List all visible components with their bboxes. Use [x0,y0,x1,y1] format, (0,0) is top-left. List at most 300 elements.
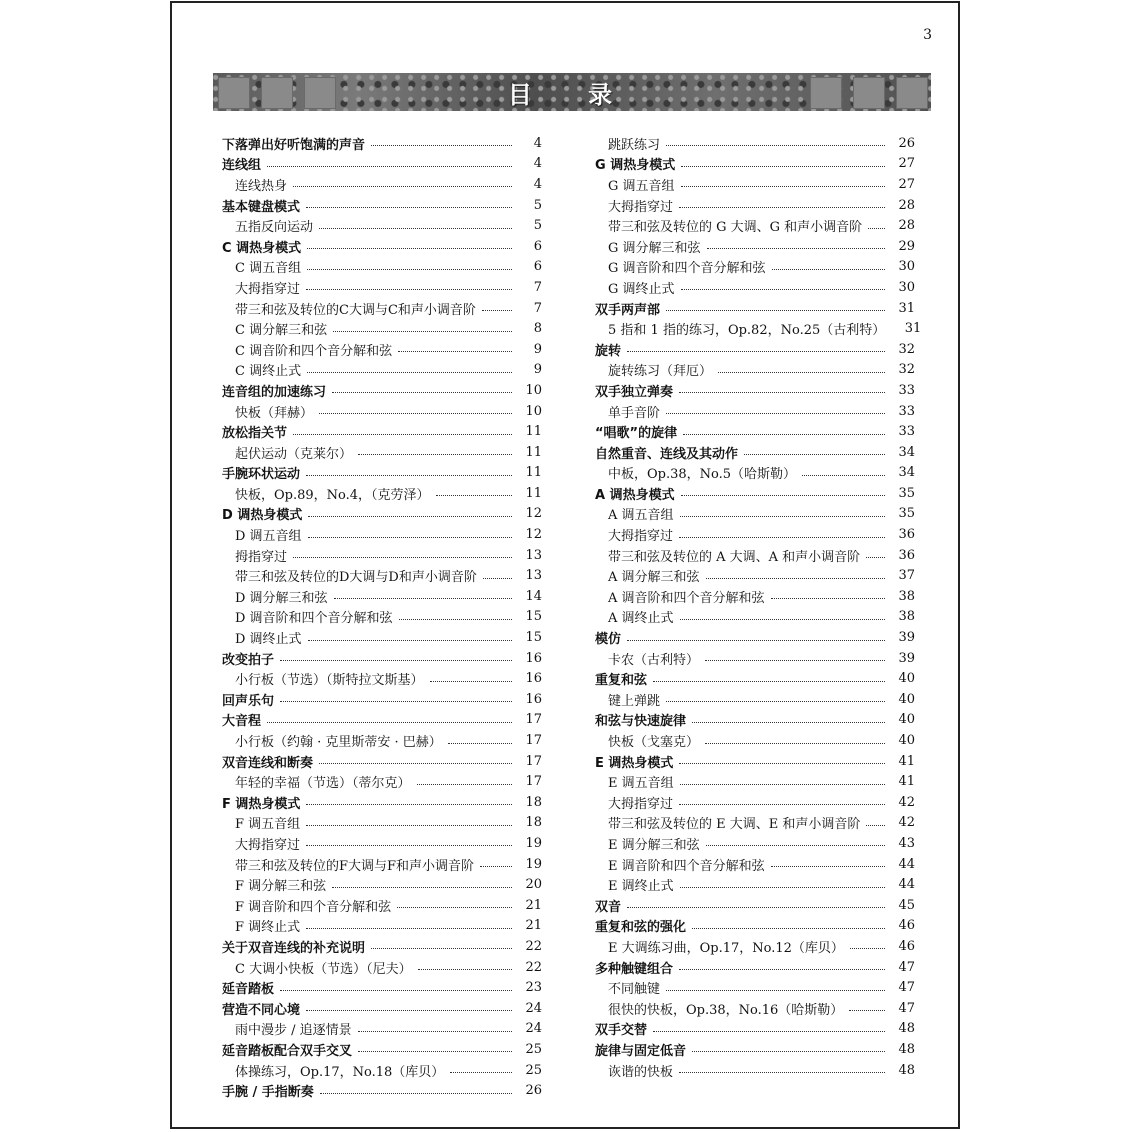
dot-leader [399,618,512,620]
toc-entry-title: G 调热身模式 [595,158,676,174]
toc-entry-page-number: 44 [898,856,915,872]
toc-entry-title: 小行板（约翰 · 克里斯蒂安 · 巴赫） [235,735,442,751]
toc-entry-page-number: 35 [898,506,915,522]
dot-leader [306,803,512,805]
dot-leader [666,309,885,311]
dot-leader [306,288,512,290]
toc-entry-page-number: 5 [533,197,542,213]
toc-subentry [595,689,915,710]
toc-entry-page-number: 9 [533,362,542,378]
toc-entry-page-number: 34 [898,465,915,481]
toc-entry-title: “唱歌”的旋律 [595,426,678,442]
toc-entry-page-number: 42 [898,815,915,831]
dot-leader [306,474,512,476]
toc-entry-title: 延音踏板配合双手交叉 [222,1043,353,1059]
toc-section-heading [595,1039,915,1060]
dot-leader [358,1050,512,1052]
toc-entry-title: 键上弹跳 [608,693,661,709]
toc-entry-page-number: 43 [898,835,915,851]
dot-leader [333,330,512,332]
toc-entry-page-number: 6 [533,238,542,254]
toc-subentry [222,833,542,854]
toc-subentry [222,813,542,834]
toc-subentry [222,957,542,978]
toc-entry-title: 雨中漫步 / 追逐情景 [235,1023,352,1039]
toc-entry-page-number: 26 [898,135,915,151]
toc-entry-title: 大拇指穿过 [235,837,301,853]
toc-entry-title: F 调终止式 [235,920,301,936]
toc-entry-page-number: 33 [898,382,915,398]
dot-leader [866,824,885,826]
dot-leader [681,494,885,496]
toc-section-heading [222,977,542,998]
dot-leader [267,721,512,723]
toc-entry-page-number: 23 [525,980,542,996]
toc-subentry [595,545,915,566]
toc-subentry [222,771,542,792]
toc-subentry [222,627,542,648]
toc-entry-title: 大拇指穿过 [608,796,674,812]
toc-subentry [222,607,542,628]
toc-entry-page-number: 4 [533,156,542,172]
toc-subentry [595,771,915,792]
toc-entry-title: 卡农（古利特） [608,652,700,668]
toc-entry-title: 和弦与快速旋律 [595,714,687,730]
toc-entry-title: 营造不同心境 [222,1002,301,1018]
toc-section-heading [595,751,915,772]
dot-leader [267,165,512,167]
toc-entry-title: D 调热身模式 [222,508,303,524]
dot-leader [358,1030,512,1032]
toc-entry-title: F 调音阶和四个音分解和弦 [235,899,392,915]
toc-entry-title: 重复和弦 [595,673,648,689]
toc-entry-page-number: 10 [525,403,542,419]
dot-leader [371,144,512,146]
toc-entry-title: C 调分解三和弦 [235,323,328,339]
dot-leader [679,762,885,764]
toc-entry-page-number: 17 [525,753,542,769]
toc-entry-title: 模仿 [595,632,622,648]
toc-entry-title: A 调音阶和四个音分解和弦 [608,590,765,606]
dot-leader [307,371,512,373]
toc-entry-title: F 调分解三和弦 [235,879,327,895]
dot-leader [627,906,885,908]
dot-leader [306,927,512,929]
toc-entry-title: C 调五音组 [235,261,302,277]
toc-section-heading [595,483,915,504]
toc-subentry [222,401,542,422]
toc-entry-page-number: 5 [533,218,542,234]
toc-left-column [222,133,542,1101]
toc-entry-page-number: 48 [898,1062,915,1078]
toc-section-heading [222,133,542,154]
toc-section-heading [222,236,542,257]
toc-entry-title: 起伏运动（克莱尔） [235,446,353,462]
toc-subentry [595,730,915,751]
toc-entry-title: 回声乐句 [222,693,275,709]
toc-section-heading [222,710,542,731]
toc-subentry [595,504,915,525]
toc-subentry [595,277,915,298]
dot-leader [679,1071,885,1073]
dot-leader [680,886,885,888]
dot-leader [319,227,512,229]
dot-leader [653,1030,885,1032]
toc-section-heading [595,442,915,463]
toc-subentry [595,257,915,278]
toc-entry-page-number: 47 [898,1000,915,1016]
toc-entry-page-number: 31 [904,321,922,337]
toc-entry-title: 手腕环状运动 [222,467,301,483]
toc-entry-page-number: 18 [525,815,542,831]
dot-leader [319,412,512,414]
toc-entry-title: 旋律与固定低音 [595,1043,687,1059]
toc-subentry [222,895,542,916]
toc-section-heading [222,689,542,710]
toc-section-heading [222,154,542,175]
toc-entry-title: 快板，Op.89，No.4，（克劳泽） [235,487,430,503]
toc-subentry [595,215,915,236]
dot-leader [436,494,512,496]
toc-entry-page-number: 17 [525,774,542,790]
toc-entry-page-number: 48 [898,1021,915,1037]
toc-entry-title: 双音连线和断奏 [222,755,314,771]
dot-leader [681,288,885,290]
toc-entry-page-number: 15 [525,630,542,646]
dot-leader [679,206,885,208]
toc-entry-page-number: 19 [525,856,542,872]
toc-entry-title: 带三和弦及转位的F大调与F和声小调音阶 [235,858,475,874]
toc-section-heading [595,298,915,319]
toc-section-heading [595,627,915,648]
toc-subentry [222,565,542,586]
toc-subentry [222,174,542,195]
toc-entry-title: C 大调小快板（节选）（尼夫） [235,961,412,977]
toc-entry-page-number: 41 [898,753,915,769]
dot-leader [418,968,512,970]
dot-leader [744,453,885,455]
toc-entry-page-number: 4 [533,135,542,151]
toc-entry-page-number: 4 [533,176,542,192]
dot-leader [293,185,512,187]
dot-leader [280,659,512,661]
toc-entry-title: 大拇指穿过 [608,529,674,545]
toc-entry-page-number: 21 [525,897,542,913]
toc-subentry [595,463,915,484]
toc-entry-page-number: 39 [898,630,915,646]
dot-leader [320,1092,512,1094]
dot-leader [332,886,512,888]
toc-entry-title: 改变拍子 [222,652,275,668]
toc-subentry [222,360,542,381]
toc-entry-page-number: 33 [898,403,915,419]
toc-entry-title: 旋转练习（拜厄） [608,364,713,380]
toc-entry-page-number: 40 [898,733,915,749]
toc-entry-title: C 调音阶和四个音分解和弦 [235,343,393,359]
dot-leader [850,947,885,949]
toc-subentry [222,545,542,566]
toc-entry-page-number: 44 [898,877,915,893]
dot-leader [306,1009,512,1011]
dot-leader [680,515,885,517]
toc-entry-page-number: 15 [525,609,542,625]
toc-entry-page-number: 8 [533,321,542,337]
dot-leader [680,618,885,620]
toc-entry-title: D 调五音组 [235,529,302,545]
toc-entry-title: A 调终止式 [608,611,674,627]
toc-entry-title: 带三和弦及转位的C大调与C和声小调音阶 [235,302,476,318]
toc-entry-page-number: 45 [898,897,915,913]
dot-leader [679,803,885,805]
toc-entry-page-number: 14 [525,588,542,604]
dot-leader [293,556,512,558]
toc-entry-title: 下落弹出好听饱满的声音 [222,137,366,153]
toc-subentry [595,524,915,545]
dot-leader [483,577,512,579]
toc-entry-title: 多种触键组合 [595,961,674,977]
toc-subentry [595,792,915,813]
dot-leader [307,268,512,270]
toc-entry-title: 连线热身 [235,178,288,194]
dot-leader [280,700,512,702]
toc-subentry [595,360,915,381]
toc-entry-page-number: 29 [898,238,915,254]
dot-leader [666,989,885,991]
toc-subentry [595,318,922,339]
toc-subentry [595,874,915,895]
toc-entry-title: 跳跃练习 [608,137,661,153]
dot-leader [306,206,512,208]
toc-entry-title: 小行板（节选）（斯特拉文斯基） [235,673,424,689]
toc-entry-title: E 调终止式 [608,879,674,895]
toc-entry-title: 连线组 [222,158,262,174]
toc-entry-title: G 调分解三和弦 [608,240,701,256]
toc-entry-title: 大拇指穿过 [235,281,301,297]
toc-entry-title: 双手交替 [595,1023,648,1039]
toc-entry-title: 延音踏板 [222,982,275,998]
toc-entry-page-number: 7 [533,300,542,316]
toc-entry-page-number: 40 [898,691,915,707]
toc-entry-title: D 调终止式 [235,632,302,648]
toc-entry-title: 单手音阶 [608,405,661,421]
toc-entry-title: F 调五音组 [235,817,301,833]
toc-entry-page-number: 19 [525,835,542,851]
toc-entry-page-number: 22 [525,938,542,954]
toc-section-heading [595,1019,915,1040]
toc-entry-page-number: 34 [898,444,915,460]
toc-entry-page-number: 13 [525,547,542,563]
toc-section-heading [595,154,915,175]
dot-leader [666,144,885,146]
dot-leader [306,844,512,846]
toc-entry-title: 带三和弦及转位的D大调与D和声小调音阶 [235,570,477,586]
toc-section-heading [222,648,542,669]
toc-subentry [222,257,542,278]
toc-entry-page-number: 24 [525,1000,542,1016]
dot-leader [293,433,512,435]
toc-subentry [222,730,542,751]
toc-entry-page-number: 28 [898,218,915,234]
toc-entry-title: F 调热身模式 [222,796,301,812]
dot-leader [666,700,885,702]
dot-leader [308,639,512,641]
dot-leader [679,968,885,970]
dot-leader [849,1009,885,1011]
toc-subentry [222,277,542,298]
toc-entry-page-number: 36 [898,527,915,543]
dot-leader [683,433,885,435]
toc-subentry [595,195,915,216]
toc-section-heading [222,1080,542,1101]
toc-entry-page-number: 38 [898,588,915,604]
toc-entry-title: 双音 [595,899,622,915]
toc-entry-page-number: 17 [525,712,542,728]
dot-leader [705,742,885,744]
toc-entry-title: G 调音阶和四个音分解和弦 [608,261,766,277]
dot-leader [666,412,885,414]
dot-leader [358,453,512,455]
toc-entry-title: C 调终止式 [235,364,302,380]
toc-entry-title: 大音程 [222,714,262,730]
dot-leader [681,165,885,167]
toc-entry-title: 旋转 [595,343,622,359]
toc-section-heading [595,380,915,401]
dot-leader [692,927,885,929]
toc-entry-page-number: 7 [533,279,542,295]
toc-entry-page-number: 30 [898,259,915,275]
toc-entry-page-number: 46 [898,918,915,934]
toc-entry-title: A 调热身模式 [595,487,675,503]
toc-subentry [222,1060,542,1081]
dot-leader [718,371,885,373]
toc-entry-page-number: 47 [898,959,915,975]
toc-entry-title: 快板（戈塞克） [608,735,700,751]
toc-entry-page-number: 11 [525,424,542,440]
toc-entry-page-number: 48 [898,1041,915,1057]
toc-entry-title: E 调五音组 [608,776,674,792]
toc-entry-title: 带三和弦及转位的 E 大调、E 和声小调音阶 [608,817,861,833]
toc-section-heading [595,339,915,360]
toc-entry-page-number: 37 [898,568,915,584]
page-number: 3 [923,27,932,43]
toc-entry-page-number: 10 [525,382,542,398]
toc-entry-title: E 调热身模式 [595,755,674,771]
toc-subentry [595,936,915,957]
toc-subentry [222,916,542,937]
toc-entry-page-number: 32 [898,362,915,378]
toc-entry-title: 年轻的幸福（节选）（蒂尔克） [235,776,411,792]
toc-subentry [595,174,915,195]
toc-entry-page-number: 18 [525,794,542,810]
toc-subentry [222,524,542,545]
toc-entry-title: 中板，Op.38，No.5（哈斯勒） [608,467,797,483]
dot-leader [307,247,512,249]
toc-entry-title: 基本键盘模式 [222,199,301,215]
toc-subentry [595,854,915,875]
toc-entry-title: A 调分解三和弦 [608,570,700,586]
dot-leader [448,742,512,744]
dot-leader [319,762,512,764]
toc-entry-page-number: 11 [525,444,542,460]
toc-entry-page-number: 40 [898,671,915,687]
toc-section-heading [222,936,542,957]
toc-subentry [222,854,542,875]
dot-leader [772,268,885,270]
toc-entry-title: 连音组的加速练习 [222,384,327,400]
toc-section-heading [595,421,915,442]
dot-leader [802,474,885,476]
toc-subentry [595,401,915,422]
toc-subentry [595,977,915,998]
dot-leader [332,391,512,393]
toc-entry-title: E 调音阶和四个音分解和弦 [608,858,765,874]
toc-entry-page-number: 47 [898,980,915,996]
dot-leader [450,1071,512,1073]
toc-entry-title: 带三和弦及转位的 G 大调、G 和声小调音阶 [608,220,863,236]
toc-entry-title: 诙谐的快板 [608,1064,674,1080]
toc-section-heading [222,998,542,1019]
toc-right-column [595,133,922,1080]
toc-entry-page-number: 22 [525,959,542,975]
toc-entry-page-number: 12 [525,527,542,543]
toc-section-heading [222,463,542,484]
toc-entry-page-number: 39 [898,650,915,666]
toc-entry-title: 带三和弦及转位的 A 大调、A 和声小调音阶 [608,549,861,565]
toc-entry-page-number: 6 [533,259,542,275]
toc-subentry [222,318,542,339]
toc-entry-title: 快板（拜赫） [235,405,314,421]
dot-leader [680,783,885,785]
dot-leader [306,824,512,826]
toc-subentry [595,1060,915,1081]
toc-subentry [222,339,542,360]
dot-leader [705,659,885,661]
dot-leader [417,783,512,785]
dot-leader [482,309,512,311]
toc-section-heading [595,957,915,978]
toc-subentry [222,442,542,463]
toc-section-heading [595,710,915,731]
toc-subentry [595,648,915,669]
toc-entry-title: 放松指关节 [222,426,288,442]
toc-entry-page-number: 16 [525,691,542,707]
dot-leader [771,865,885,867]
toc-subentry [595,565,915,586]
toc-section-heading [222,195,542,216]
toc-entry-page-number: 25 [525,1041,542,1057]
dot-leader [430,680,512,682]
dot-leader [866,556,885,558]
dot-leader [868,227,885,229]
toc-subentry [222,586,542,607]
toc-entry-title: 关于双音连线的补充说明 [222,940,366,956]
dot-leader [706,844,885,846]
toc-subentry [222,874,542,895]
dot-leader [679,391,885,393]
book-page [170,1,960,1129]
toc-entry-page-number: 35 [898,485,915,501]
toc-section-heading [595,916,915,937]
toc-entry-title: 不同触键 [608,982,661,998]
dot-leader [308,515,512,517]
toc-entry-page-number: 26 [525,1083,542,1099]
toc-entry-page-number: 41 [898,774,915,790]
toc-subentry [222,483,542,504]
toc-subentry [222,215,542,236]
toc-subentry [222,298,542,319]
toc-entry-title: E 大调练习曲，Op.17，No.12（库贝） [608,940,844,956]
toc-entry-title: 双手两声部 [595,302,661,318]
